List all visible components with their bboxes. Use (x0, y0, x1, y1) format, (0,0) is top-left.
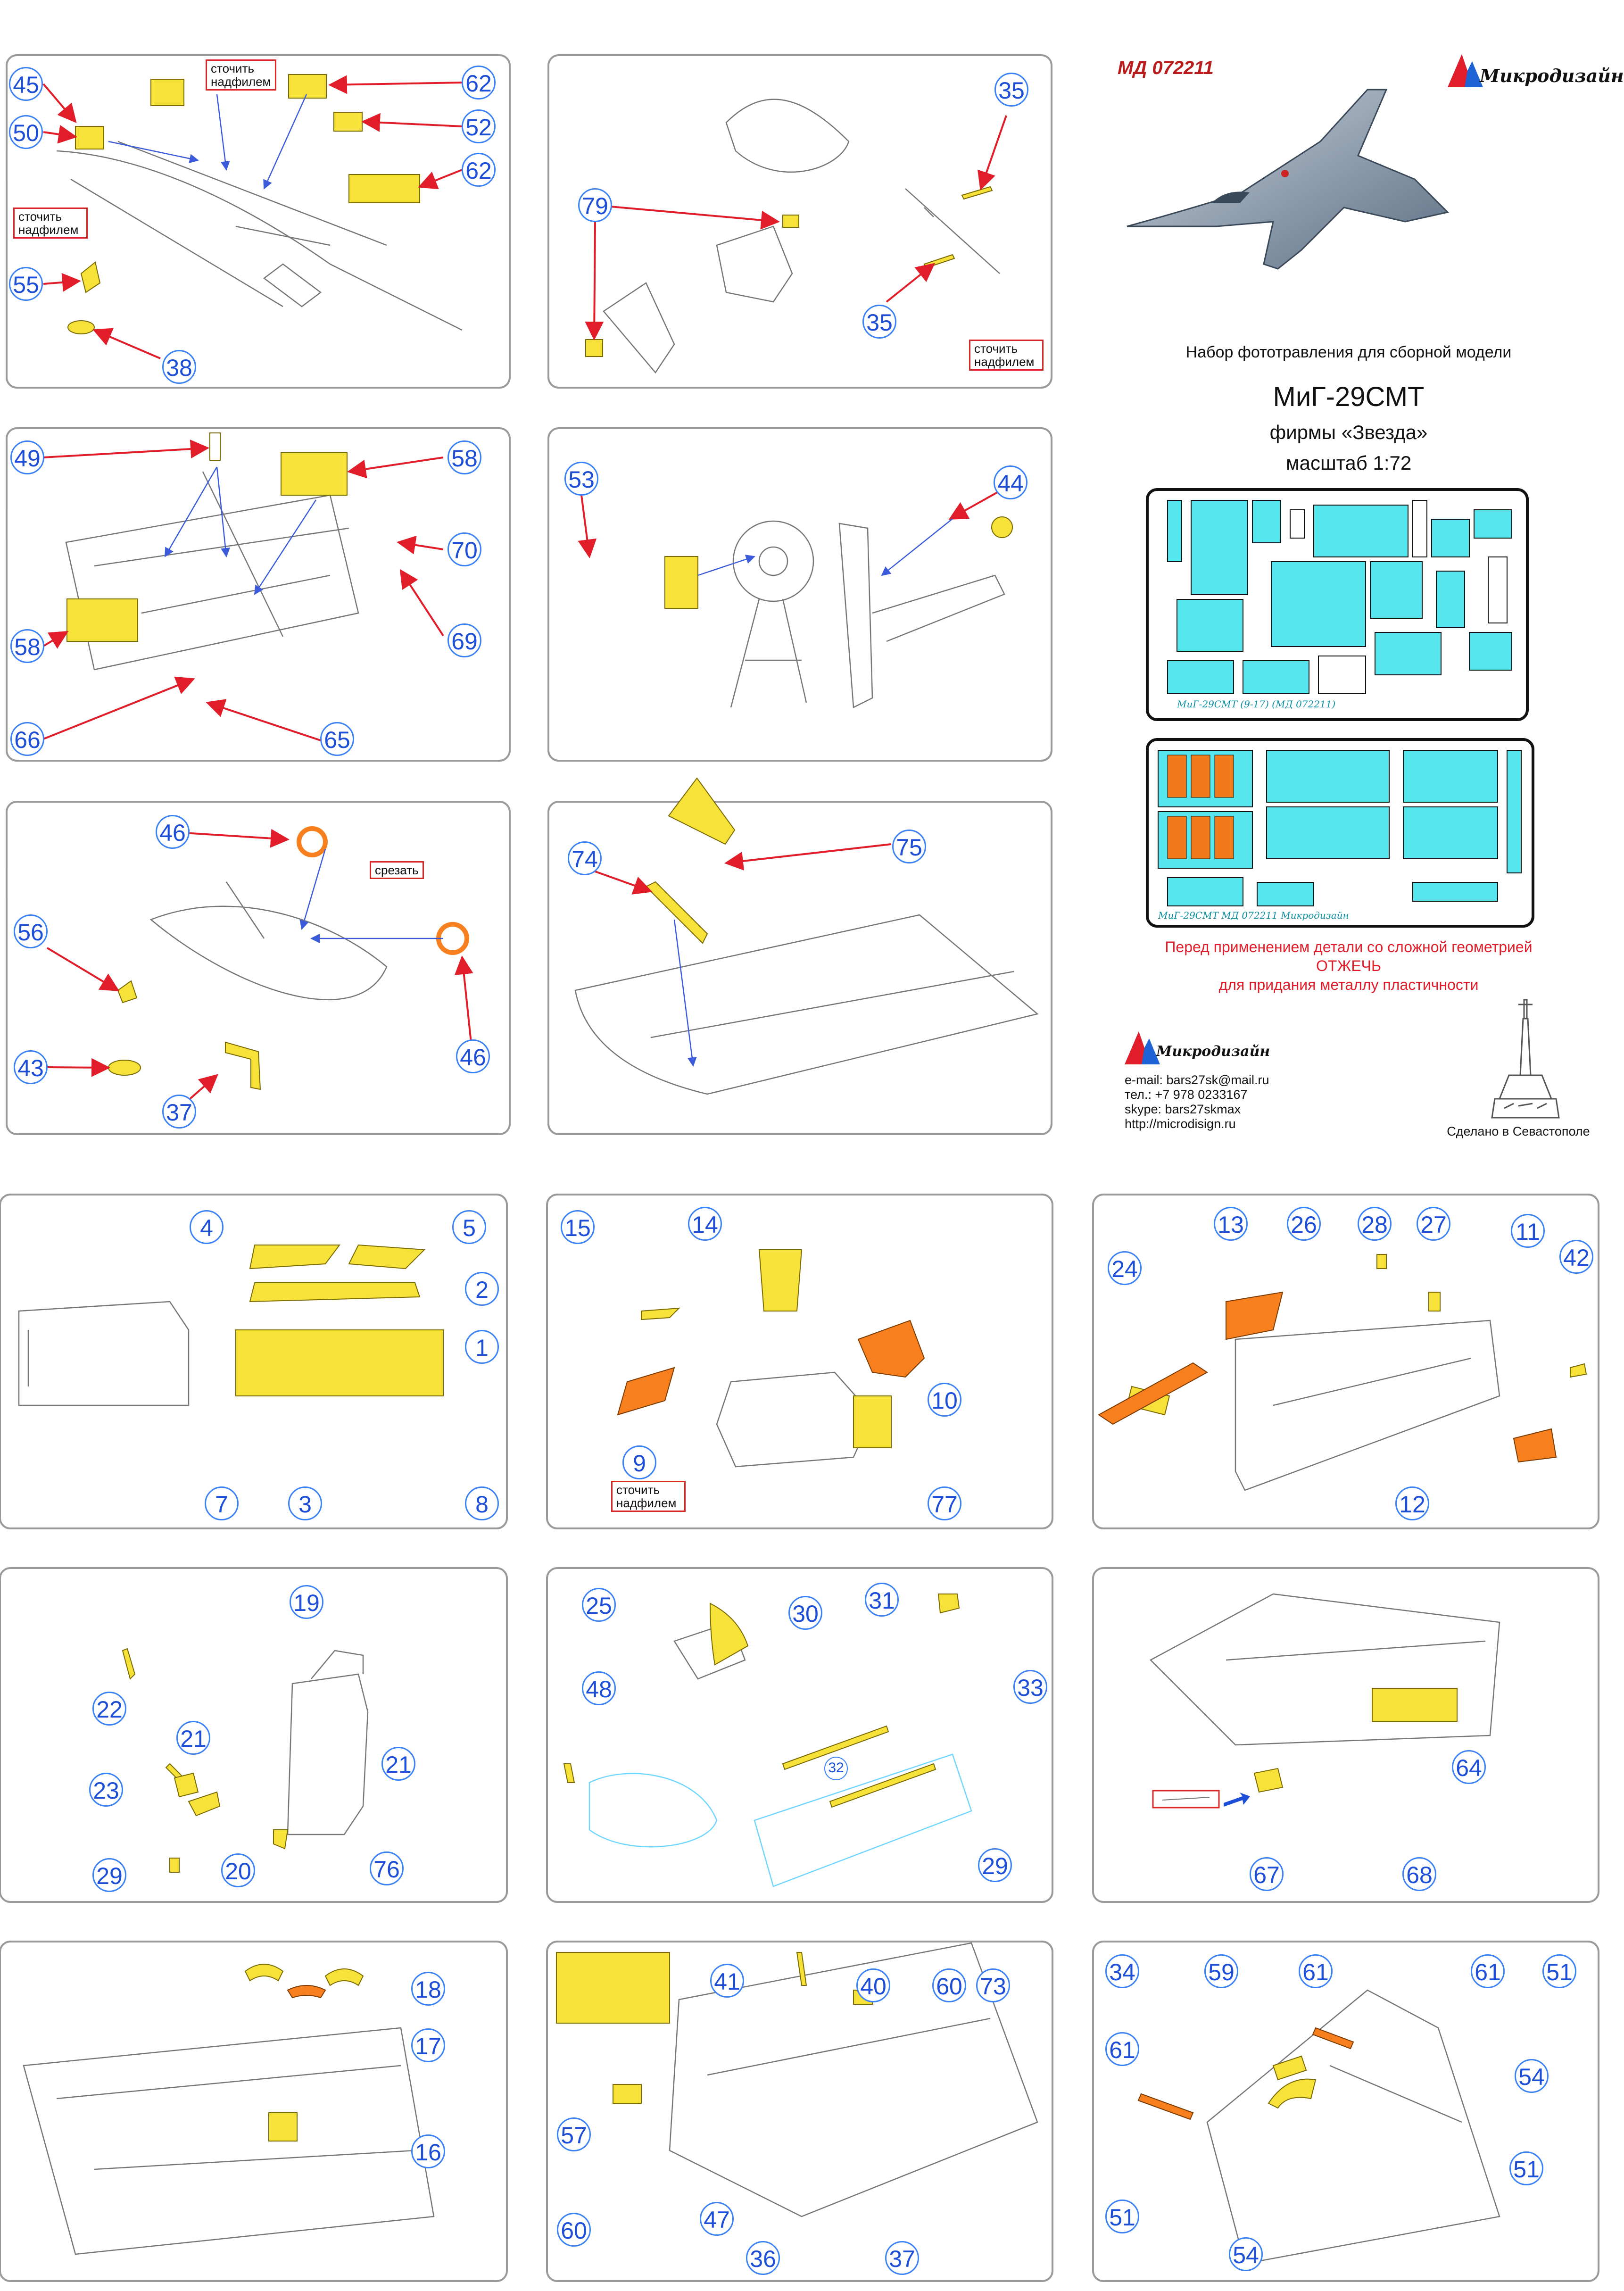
part-callout: 76 (370, 1851, 404, 1885)
etched-part (665, 556, 698, 608)
part-callout: 29 (978, 1848, 1012, 1882)
etched-part (250, 1283, 420, 1302)
etched-part (325, 1969, 363, 1985)
part-callout: 5 (452, 1210, 486, 1244)
etched-part (250, 1245, 340, 1269)
etched-part (1570, 1364, 1586, 1377)
part-callout: 22 (92, 1692, 126, 1726)
note-cut (370, 861, 424, 879)
etched-part (174, 1773, 198, 1797)
part-callout: 54 (1229, 2237, 1263, 2271)
etched-part (556, 1952, 670, 2023)
part-callout: 19 (290, 1585, 323, 1619)
part-callout: 18 (411, 1972, 445, 2006)
part-callout: 26 (1287, 1207, 1321, 1241)
etched-part (1138, 2094, 1193, 2119)
part-callout: 25 (582, 1588, 616, 1622)
part-callout: 70 (447, 532, 481, 566)
etched-part (349, 174, 420, 203)
part-callout: 37 (162, 1095, 196, 1129)
part-callout: 51 (1509, 2151, 1543, 2185)
part-callout: 55 (9, 267, 43, 301)
etched-part (108, 1060, 141, 1075)
part-callout: 4 (190, 1210, 224, 1244)
etched-part (1313, 2028, 1353, 2049)
part-callout: 50 (9, 115, 43, 149)
part-callout: 3 (288, 1486, 322, 1520)
note-text: сточить надфилем (974, 341, 1035, 369)
etched-part (68, 321, 94, 334)
etched-part (853, 1396, 891, 1448)
etched-part (170, 1858, 179, 1872)
part-callout: 51 (1542, 1954, 1576, 1988)
etched-part (288, 1985, 325, 1998)
part-callout: 14 (688, 1207, 722, 1241)
fret-2-artwork (1149, 741, 1532, 925)
part-callout: 34 (1105, 1954, 1139, 1988)
part-callout: 23 (89, 1773, 123, 1807)
fret-2-label: МиГ-29СМТ МД 072211 Микродизайн (1158, 910, 1349, 921)
part-callout: 74 (568, 841, 602, 875)
etched-part (564, 1764, 574, 1783)
part-callout: 40 (856, 1968, 890, 2002)
etched-part (710, 1603, 748, 1665)
etched-part (299, 829, 325, 855)
panel-frame (7, 428, 510, 761)
part-callout: 58 (447, 440, 481, 474)
panel-frame (547, 1195, 1052, 1528)
part-callout: 42 (1559, 1240, 1593, 1274)
note-sand-down (969, 340, 1044, 371)
part-callout: 48 (582, 1671, 616, 1705)
etched-part (118, 981, 137, 1003)
etched-part (1377, 1254, 1386, 1269)
etched-part (858, 1320, 924, 1377)
fret-1 (1146, 488, 1529, 721)
etched-part (618, 1368, 674, 1415)
etched-part (75, 126, 104, 149)
aircraft-photo (1122, 71, 1452, 278)
part-callout: 35 (994, 73, 1028, 107)
part-callout: 62 (462, 153, 496, 187)
contact-skype: skype: bars27skmax (1125, 1102, 1241, 1116)
part-callout: 10 (928, 1383, 961, 1417)
etched-part (924, 255, 954, 268)
part-callout: 13 (1214, 1207, 1248, 1241)
etched-part (289, 75, 326, 98)
annealing-warning-line-2: ОТЖЕЧЬ (1316, 957, 1381, 974)
part-callout: 29 (92, 1858, 126, 1892)
part-callout: 21 (381, 1747, 415, 1781)
fret-1-artwork (1149, 491, 1526, 718)
panel-frame (1093, 1568, 1599, 1902)
part-callout: 8 (465, 1486, 499, 1520)
etched-part (281, 453, 347, 495)
etched-part (236, 1330, 443, 1396)
etched-part (783, 215, 799, 227)
note-text: сточить надфилем (616, 1483, 677, 1510)
part-callout: 53 (564, 462, 598, 496)
part-callout: 60 (932, 1968, 966, 2002)
panel-frame (548, 802, 1052, 1134)
etched-part (1268, 2079, 1316, 2108)
note-text: срезать (375, 863, 419, 877)
annealing-warning-line-1: Перед применением детали со сложной геометрией (1165, 938, 1533, 955)
part-callout: 21 (176, 1721, 210, 1755)
part-callout: 9 (622, 1445, 656, 1479)
part-callout: 66 (10, 722, 44, 756)
brand-name: Микродизайн (1480, 65, 1624, 86)
etched-part (586, 340, 603, 357)
etched-part (151, 79, 184, 106)
part-callout: 69 (447, 623, 481, 657)
part-callout: 49 (10, 440, 44, 474)
note-sand-down (206, 59, 276, 91)
part-callout: 7 (205, 1486, 239, 1520)
part-callout: 73 (976, 1968, 1010, 2002)
part-callout: 24 (1108, 1251, 1142, 1285)
fret-2 (1146, 738, 1534, 928)
part-callout: 45 (9, 67, 43, 101)
note-sand-down (611, 1481, 686, 1512)
etched-part (1372, 1688, 1457, 1721)
model-scale: масштаб 1:72 (1285, 452, 1412, 474)
part-callout: 68 (1402, 1857, 1436, 1891)
contact-email[interactable]: e-mail: bars27sk@mail.ru (1125, 1073, 1269, 1087)
etched-part (938, 1594, 959, 1613)
part-callout: 31 (865, 1583, 899, 1617)
part-callout: 36 (746, 2241, 780, 2275)
etched-part (641, 1308, 679, 1320)
part-callout: 54 (1515, 2059, 1549, 2093)
note-text: сточить надфилем (211, 61, 271, 89)
etched-part (797, 1952, 806, 1985)
part-callout: 65 (320, 722, 354, 756)
part-callout: 46 (156, 815, 190, 849)
part-callout: 1 (465, 1330, 499, 1364)
etched-part (1514, 1429, 1556, 1462)
part-callout: 47 (700, 2202, 734, 2236)
part-callout: 75 (892, 830, 926, 863)
part-callout-small: 32 (824, 1757, 848, 1780)
part-callout: 51 (1105, 2200, 1139, 2233)
part-callout: 79 (578, 188, 612, 222)
part-callout: 60 (557, 2213, 591, 2247)
part-callout: 67 (1250, 1857, 1284, 1891)
etched-part (67, 599, 138, 641)
panel-frame (548, 428, 1052, 761)
part-callout: 15 (561, 1210, 595, 1244)
monument-icon (1490, 995, 1561, 1122)
part-callout: 17 (411, 2028, 445, 2062)
etched-part (759, 1250, 802, 1311)
part-callout: 62 (462, 66, 496, 100)
etched-part (81, 262, 100, 292)
fret-1-label: МиГ-29СМТ (9-17) (МД 072211) (1177, 698, 1336, 710)
part-callout: 28 (1358, 1207, 1392, 1241)
part-callout: 30 (788, 1596, 822, 1630)
etched-part (225, 1042, 260, 1089)
part-callout: 12 (1395, 1486, 1429, 1520)
part-callout: 46 (456, 1039, 490, 1073)
etched-part (1226, 1292, 1283, 1339)
etched-part (210, 433, 220, 460)
etched-part (962, 187, 992, 199)
panel-frame (0, 1568, 507, 1902)
part-callout: 27 (1417, 1207, 1450, 1241)
etched-part (1254, 1768, 1283, 1792)
part-callout: 2 (465, 1272, 499, 1306)
part-callout: 77 (928, 1486, 961, 1520)
etched-part (1273, 2056, 1306, 2080)
contacts-brand: Микродизайн (1156, 1043, 1270, 1060)
part-callout: 20 (221, 1853, 255, 1887)
etched-part (273, 1830, 288, 1849)
etched-part (269, 2113, 297, 2141)
etched-part (1099, 1363, 1207, 1424)
part-callout: 44 (994, 465, 1027, 499)
part-callout: 16 (411, 2134, 445, 2168)
part-callout: 43 (14, 1050, 48, 1084)
part-callout: 35 (862, 305, 896, 339)
part-callout: 11 (1511, 1214, 1545, 1248)
kit-subtitle: Набор фототравления для сборной модели (1185, 343, 1512, 361)
made-in-label: Сделано в Севастополе (1447, 1124, 1590, 1138)
etched-part (992, 517, 1012, 538)
model-name: МиГ-29СМТ (1273, 382, 1425, 412)
model-maker: фирмы «Звезда» (1269, 421, 1428, 443)
etched-part (613, 2084, 641, 2103)
annealing-warning-line-3: для придания металлу пластичности (1218, 976, 1479, 993)
part-callout: 38 (162, 350, 196, 384)
note-text: сточить надфилем (18, 209, 79, 237)
contact-website[interactable]: http://microdisign.ru (1125, 1117, 1236, 1131)
part-callout: 57 (557, 2117, 591, 2151)
etched-part (245, 1964, 283, 1981)
note-sand-down (13, 208, 88, 239)
part-callout: 33 (1013, 1670, 1047, 1704)
part-callout: 56 (14, 914, 48, 948)
etched-part (349, 1245, 424, 1269)
etched-part (189, 1792, 220, 1816)
part-callout: 52 (462, 109, 496, 143)
part-callout: 61 (1299, 1954, 1333, 1988)
arrow-icon (1153, 1790, 1252, 1809)
etched-part (1429, 1292, 1440, 1311)
etched-part (669, 778, 735, 844)
part-callout: 61 (1105, 2032, 1139, 2066)
part-callout: 61 (1471, 1954, 1505, 1988)
contact-phone: тел.: +7 978 0233167 (1125, 1087, 1248, 1102)
product-code: МД 072211 (1118, 58, 1214, 78)
part-callout: 59 (1204, 1954, 1238, 1988)
part-callout: 37 (885, 2241, 919, 2275)
part-callout: 58 (10, 629, 44, 663)
etched-part (123, 1649, 135, 1679)
part-callout: 64 (1452, 1750, 1486, 1784)
part-callout: 41 (710, 1964, 744, 1998)
brand-logo (1443, 52, 1624, 90)
etched-part (334, 112, 362, 131)
